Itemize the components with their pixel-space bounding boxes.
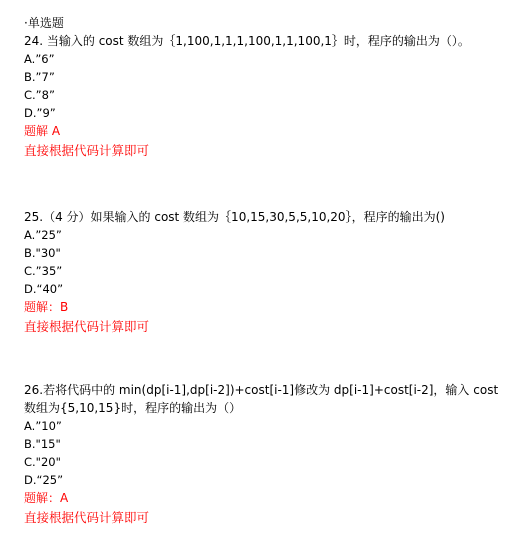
question-text: 26.若将代码中的 min(dp[i-1],dp[i-2])+cost[i-1]修改为 dp[i-1]+cost[i-2]，输入 cost 数组为{5,10,15}时，程序的输出为（） [24,383,499,415]
question-25 [24,208,509,337]
option-c: C.”35” [24,264,63,278]
option-a: A.”10” [24,419,62,433]
document-page [24,14,509,528]
section-title: ·单选题 [24,16,64,30]
answer-line: 题解：A [24,491,69,505]
option-b: B.”7” [24,70,55,84]
spacer [24,337,509,381]
spacer [24,161,509,208]
question-text: 24. 当输入的 cost 数组为｛1,100,1,1,1,100,1,1,100,1｝时，程序的输出为（）。 [24,34,470,48]
option-d: D.”9” [24,106,56,120]
question-26 [24,381,509,528]
explanation-line: 直接根据代码计算即可 [24,319,150,334]
answer-line: 题解 A [24,124,61,138]
option-c: C."20" [24,455,61,469]
option-d: D.“25” [24,473,64,487]
option-b: B."30" [24,246,61,260]
option-d: D.“40” [24,282,64,296]
option-b: B."15" [24,437,61,451]
option-a: A.”25” [24,228,62,242]
explanation-line: 直接根据代码计算即可 [24,143,150,158]
question-text: 25.（4 分）如果输入的 cost 数组为｛10,15,30,5,5,10,20｝，程序的输出为() [24,210,445,224]
option-a: A.”6” [24,52,55,66]
answer-line: 题解：B [24,300,69,314]
explanation-line: 直接根据代码计算即可 [24,510,150,525]
option-c: C.”8” [24,88,55,102]
question-24 [24,32,509,161]
